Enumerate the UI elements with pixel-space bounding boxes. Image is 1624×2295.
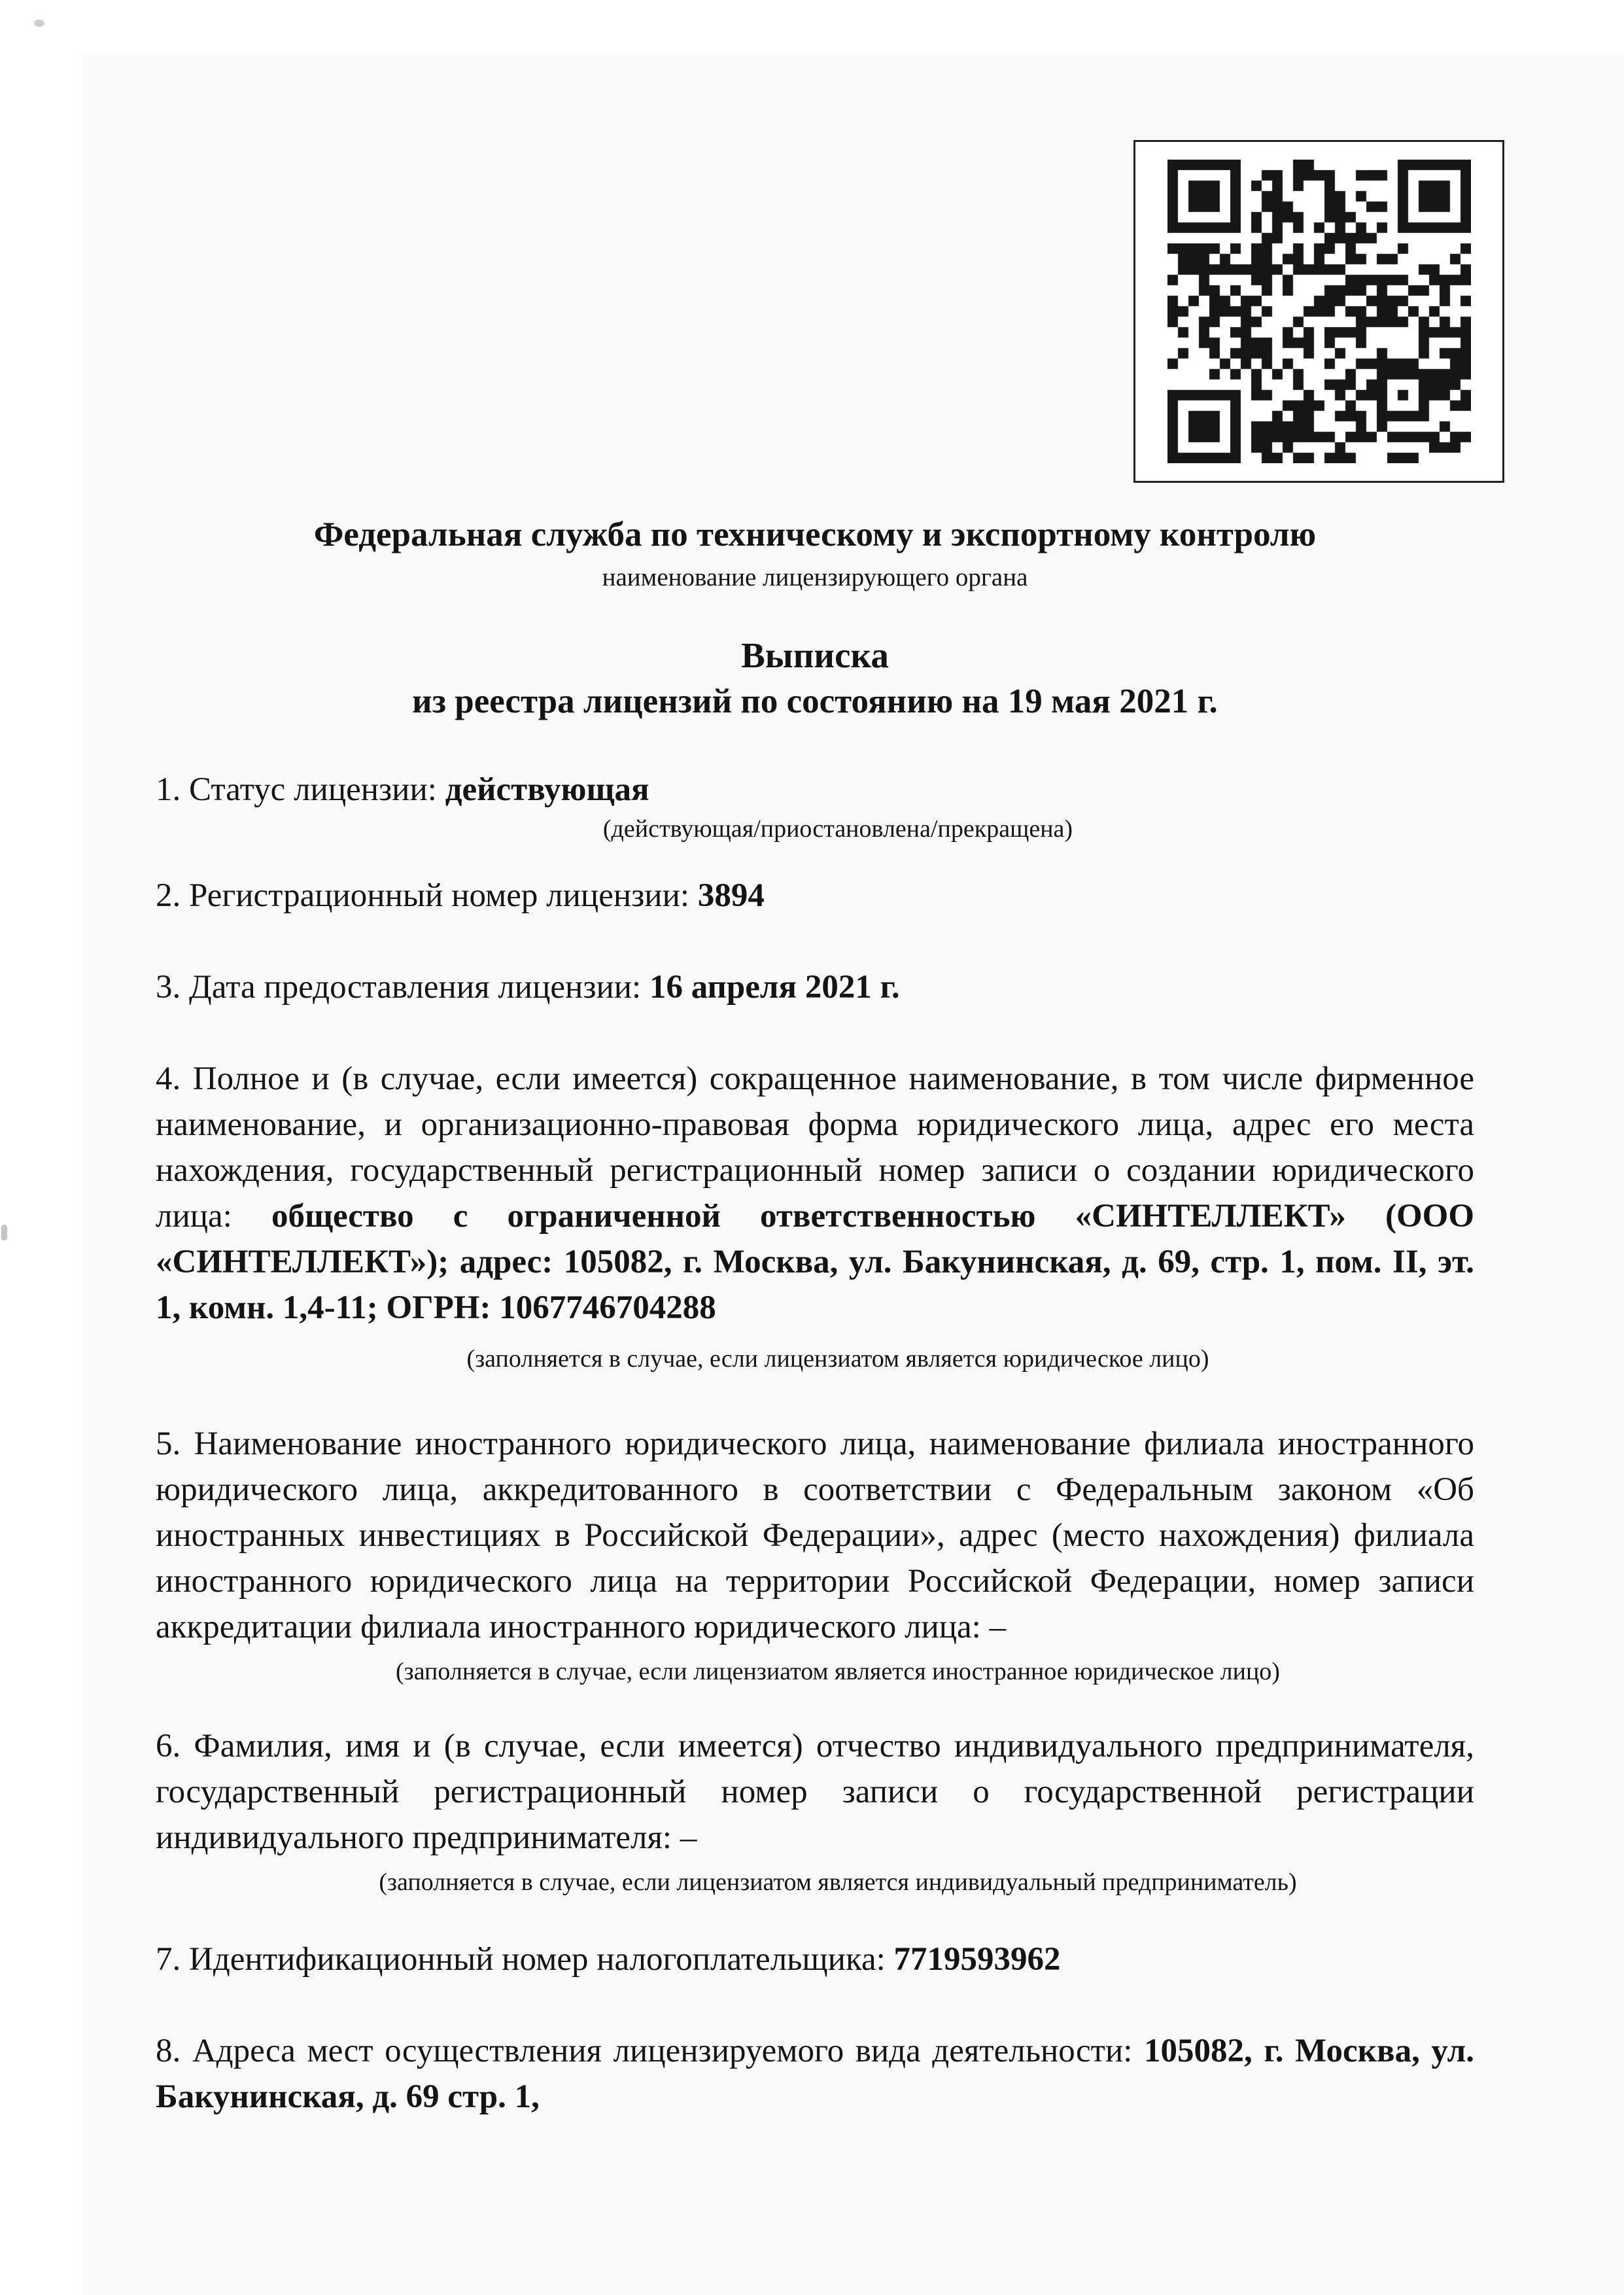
field-label: 6. Фамилия, имя и (в случае, если имеется) отчество индивидуального предпринимателя, государственный регистрационный номер записи о государственной регистрации индивидуального предпринимателя: –	[156, 1728, 1474, 1856]
field-value: действующая	[445, 771, 649, 808]
field-label: 4. Полное и (в случае, если имеется) сокращенное наименование, в том числе фирменное наименование, и организационно-правовая форма юридического лица, адрес его места нахождения, государственный регистрационный номер записи о создании юридического лица:	[156, 1060, 1474, 1235]
item-foreign-entity-note: (заполняется в случае, если лицензиатом является иностранное юридическое лицо)	[396, 1658, 1280, 1685]
item-activity-addresses	[156, 2028, 1474, 2120]
field-value: общество с ограниченной ответственностью «СИНТЕЛЛЕКТ» (ООО «СИНТЕЛЛЕКТ»); адрес: 105082, г. Москва, ул. Бакунинская, д. 69, стр. 1, пом. II, эт. 1, комн. 1,4-11; ОГРН: 1067746704288	[156, 1198, 1474, 1326]
field-label: 8. Адреса мест осуществления лицензируемого вида деятельности:	[156, 2033, 1144, 2069]
field-value: 105082, г. Москва, ул. Бакунинская, д. 69 стр. 1,	[156, 2033, 1474, 2115]
document-title: Выписка	[741, 635, 889, 675]
scan-speck	[1, 1225, 7, 1240]
licensing-authority-name: Федеральная служба по техническому и экспортному контролю	[313, 516, 1317, 553]
item-license-status	[156, 767, 1474, 813]
field-value: 16 апреля 2021 г.	[649, 969, 900, 1006]
field-value: 3894	[697, 877, 765, 914]
field-label: 3. Дата предоставления лицензии:	[156, 969, 649, 1006]
field-label: 2. Регистрационный номер лицензии:	[156, 877, 698, 914]
item-individual-entrepreneur-note: (заполняется в случае, если лицензиатом является индивидуальный предприниматель)	[379, 1868, 1297, 1896]
field-value: 7719593962	[893, 1941, 1061, 1978]
item-license-status-note: (действующая/приостановлена/прекращена)	[602, 815, 1073, 843]
field-label: 1. Статус лицензии:	[156, 771, 445, 808]
item-legal-entity-note: (заполняется в случае, если лицензиатом является юридическое лицо)	[466, 1345, 1209, 1373]
field-label: 7. Идентификационный номер налогоплательщика:	[156, 1941, 894, 1978]
field-label: 5. Наименование иностранного юридического лица, наименование филиала иностранного юридического лица, аккредитованного в соответствии с Федеральным законом «Об иностранных инвестициях в Российской Федерации», адрес (место нахождения) филиала иностранного юридического лица на территории Российской Федерации, номер записи аккредитации филиала иностранного юридического лица: –	[156, 1426, 1474, 1645]
item-taxpayer-number	[156, 1936, 1474, 1982]
item-legal-entity-name	[156, 1056, 1474, 1331]
document-subtitle: из реестра лицензий по состоянию на 19 мая 2021 г.	[412, 682, 1218, 720]
document-body	[156, 0, 1474, 2120]
item-individual-entrepreneur	[156, 1723, 1474, 1861]
item-foreign-entity	[156, 1421, 1474, 1650]
item-grant-date	[156, 964, 1474, 1010]
licensing-authority-caption: наименование лицензирующего органа	[602, 563, 1028, 591]
scan-speck	[34, 20, 44, 27]
item-registration-number	[156, 873, 1474, 919]
